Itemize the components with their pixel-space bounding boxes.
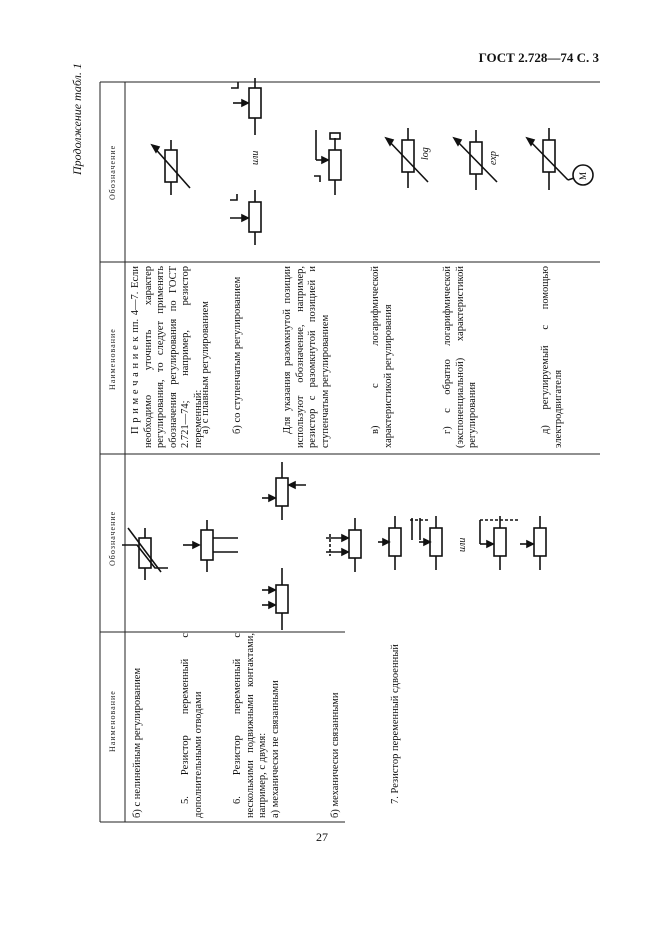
row-6b: б) механически связанными bbox=[330, 692, 341, 818]
exp-label: exp bbox=[488, 151, 499, 165]
row-6-multi-contact: 6. Резистор переменный с несколькими подвижными контактами, например, с двумя: bbox=[232, 633, 268, 818]
motor-icon: M bbox=[578, 171, 588, 180]
row-inverse-log: г) с обратно логарифмической (экспоненциальной) характеристикой регулирования bbox=[442, 266, 478, 448]
table-continuation-label: Продолжение табл. 1 bbox=[70, 63, 84, 175]
log-label: log bbox=[420, 147, 431, 160]
resistor-open-position-symbol bbox=[314, 130, 341, 195]
column-header-name-right: Наименование bbox=[108, 328, 117, 390]
page-number: 27 bbox=[316, 830, 328, 844]
or-label-2: или bbox=[457, 537, 468, 552]
resistor-variable-symbol bbox=[152, 140, 190, 195]
resistor-motor-symbol bbox=[527, 128, 593, 190]
document-reference: ГОСТ 2.728—74 С. 3 bbox=[478, 50, 599, 65]
row-step-regulation: б) со ступенчатым регулированием bbox=[232, 276, 243, 434]
row-smooth-regulation: а) с плавным регулированием bbox=[200, 301, 211, 434]
column-header-symbol-left: Обозначение bbox=[108, 510, 117, 566]
row-5-taps: 5. Резистор переменный с дополнительными отводами bbox=[180, 633, 204, 818]
resistor-smooth-b bbox=[230, 190, 261, 245]
column-header-name-left: Наименование bbox=[108, 690, 117, 752]
row-motor-regulated: д) регулируемый с помощью электродвигателя bbox=[540, 266, 564, 448]
note-pp-4-7: П р и м е ч а н и е к пп. 4—7. Если необходимо уточнить характер регулирования, то следует применять обозначения регулирования по ГОСТ 2.721—74; например, резистор переменный: bbox=[130, 266, 204, 448]
column-header-symbol-right: Обозначение bbox=[108, 144, 117, 200]
resistor-smooth-a bbox=[231, 78, 261, 135]
row-7-dual: 7. Резистор переменный сдвоенный bbox=[390, 644, 401, 804]
row-6a: а) механически не связанными bbox=[270, 680, 281, 818]
row-open-position: Для указания разомкнутой позиции используют обозначение, например, резистор с разомкнутой позицией и ступенчатым регулированием bbox=[282, 266, 331, 448]
or-label-1: или bbox=[250, 150, 261, 165]
row-log-characteristic: в) с логарифмической характеристикой регулирования bbox=[370, 266, 394, 448]
row-nonlinear: б) с нелинейным регулированием bbox=[132, 667, 143, 818]
